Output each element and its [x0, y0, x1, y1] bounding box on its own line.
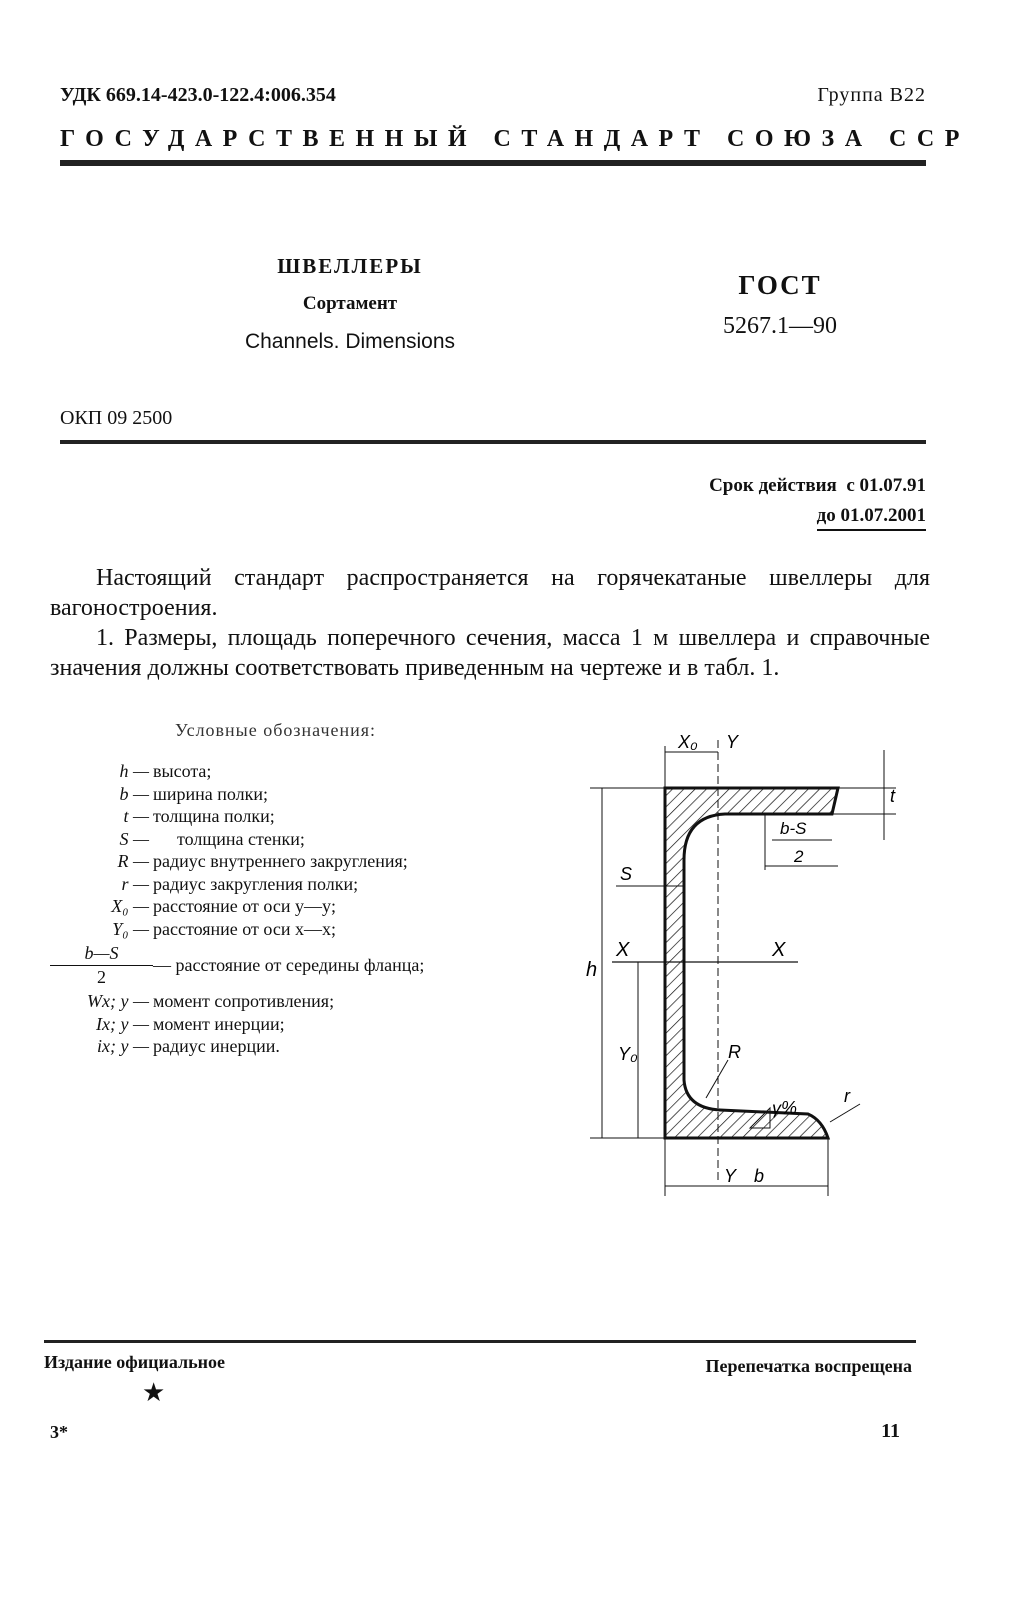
- legend-item: [50, 1035, 530, 1058]
- legend-text: момент сопротивления;: [153, 991, 335, 1011]
- legend-text: момент инерции;: [153, 1013, 285, 1034]
- group-code: Группа В22: [817, 84, 926, 106]
- label-y-bottom: Y: [724, 1166, 737, 1186]
- legend-symbol: Y₀ —: [112, 918, 149, 939]
- okp-code: ОКП 09 2500: [60, 407, 173, 429]
- legend-item: [50, 918, 530, 941]
- label-x0: X₀: [678, 732, 698, 752]
- legend-text: толщина полки;: [153, 806, 275, 826]
- doc-title: ШВЕЛЛЕРЫ: [277, 254, 423, 278]
- channel-section-drawing: [560, 720, 940, 1220]
- legend-symbol: h —: [119, 761, 149, 781]
- validity-to-date: до 01.07.2001: [817, 505, 926, 531]
- legend-item: [50, 805, 530, 828]
- label-t: t: [890, 786, 896, 806]
- legend-list: [50, 760, 530, 1058]
- legend-text: расстояние от оси y—y;: [153, 896, 336, 916]
- legend-text: расстояние от оси x—x;: [153, 918, 336, 939]
- reprint-notice: Перепечатка воспрещена: [705, 1356, 912, 1376]
- legend-text: высота;: [153, 761, 212, 781]
- legend-item: [50, 828, 530, 851]
- legend-text: ширина полки;: [153, 783, 269, 804]
- legend-symbol: S —: [119, 828, 149, 849]
- official-edition: Издание официальное: [44, 1352, 225, 1372]
- legend-text: радиус инерции.: [153, 1036, 280, 1056]
- label-y0: Y₀: [618, 1044, 638, 1064]
- label-r-big: R: [728, 1042, 741, 1062]
- label-r-small: r: [844, 1086, 850, 1106]
- legend-text: радиус внутреннего закругления;: [153, 851, 408, 871]
- paragraph-scope: Настоящий стандарт распространяется на горячекатаные швеллеры для вагоностроения.: [50, 565, 930, 621]
- legend-item: [50, 783, 530, 806]
- legend-text: — расстояние от середины фланца;: [153, 954, 425, 975]
- state-standard-heading: ГОСУДАРСТВЕННЫЙ СТАНДАРТ СОЮЗА ССР: [60, 126, 970, 152]
- validity-from-date: с 01.07.91: [846, 475, 926, 496]
- gost-label: ГОСТ: [738, 270, 822, 300]
- legend-symbol: r —: [121, 873, 149, 894]
- label-fraction-denominator: 2: [794, 847, 804, 866]
- legend-heading: Условные обозначения:: [175, 720, 377, 740]
- validity-label: Срок действия: [709, 475, 837, 496]
- legend-symbol: R —: [117, 851, 149, 871]
- legend-text: толщина стенки;: [177, 828, 305, 849]
- paragraph-dimensions: 1. Размеры, площадь поперечного сечения, масса 1 м швеллера и справочные значения должны соответствовать приведенным на чертеже и в табл. 1.: [50, 625, 930, 681]
- label-s: S: [620, 864, 633, 884]
- fraction-denominator: 2: [97, 966, 106, 987]
- page-number: 11: [881, 1420, 900, 1442]
- legend-text: радиус закругления полки;: [153, 873, 359, 894]
- legend-fraction: [50, 942, 153, 988]
- label-fraction-numerator: b-S: [780, 819, 807, 838]
- footer-rule: [44, 1340, 916, 1343]
- legend-symbol: b —: [119, 783, 149, 804]
- label-slope: γ%: [772, 1098, 798, 1118]
- legend-item: [50, 1013, 530, 1036]
- legend-symbol: Ix; y —: [96, 1013, 149, 1034]
- validity-from: [709, 475, 926, 497]
- legend-symbol: Wx; y —: [87, 991, 149, 1011]
- legend-item-fraction: [50, 942, 530, 988]
- doc-title-en: Channels. Dimensions: [244, 330, 456, 353]
- doc-subtitle: Сортамент: [302, 293, 398, 314]
- r-small-leader: [830, 1104, 860, 1122]
- sheet-mark: 3*: [50, 1422, 68, 1442]
- legend-item: [50, 760, 530, 783]
- label-x-right: X: [772, 939, 786, 961]
- legend-symbol: ix; y —: [97, 1036, 149, 1056]
- gost-number: 5267.1—90: [723, 313, 837, 339]
- legend-item: [50, 873, 530, 896]
- label-h: h: [586, 959, 598, 981]
- legend-symbol: t —: [123, 806, 149, 826]
- udk-code: УДК 669.14-423.0-122.4:006.354: [60, 84, 336, 106]
- label-b: b: [754, 1166, 765, 1186]
- r-leader-line: [706, 1060, 728, 1098]
- legend-item: [50, 850, 530, 873]
- legend-symbol: X₀ —: [111, 896, 149, 916]
- fraction-numerator: b—S: [50, 942, 153, 966]
- label-y-top: Y: [726, 732, 739, 752]
- legend-item: [50, 990, 530, 1013]
- body-text: [50, 563, 930, 683]
- header-rule: [60, 160, 926, 166]
- legend-item: [50, 895, 530, 918]
- star-icon: ★: [142, 1378, 166, 1407]
- title-rule: [60, 440, 926, 444]
- label-x-left: X: [616, 939, 630, 961]
